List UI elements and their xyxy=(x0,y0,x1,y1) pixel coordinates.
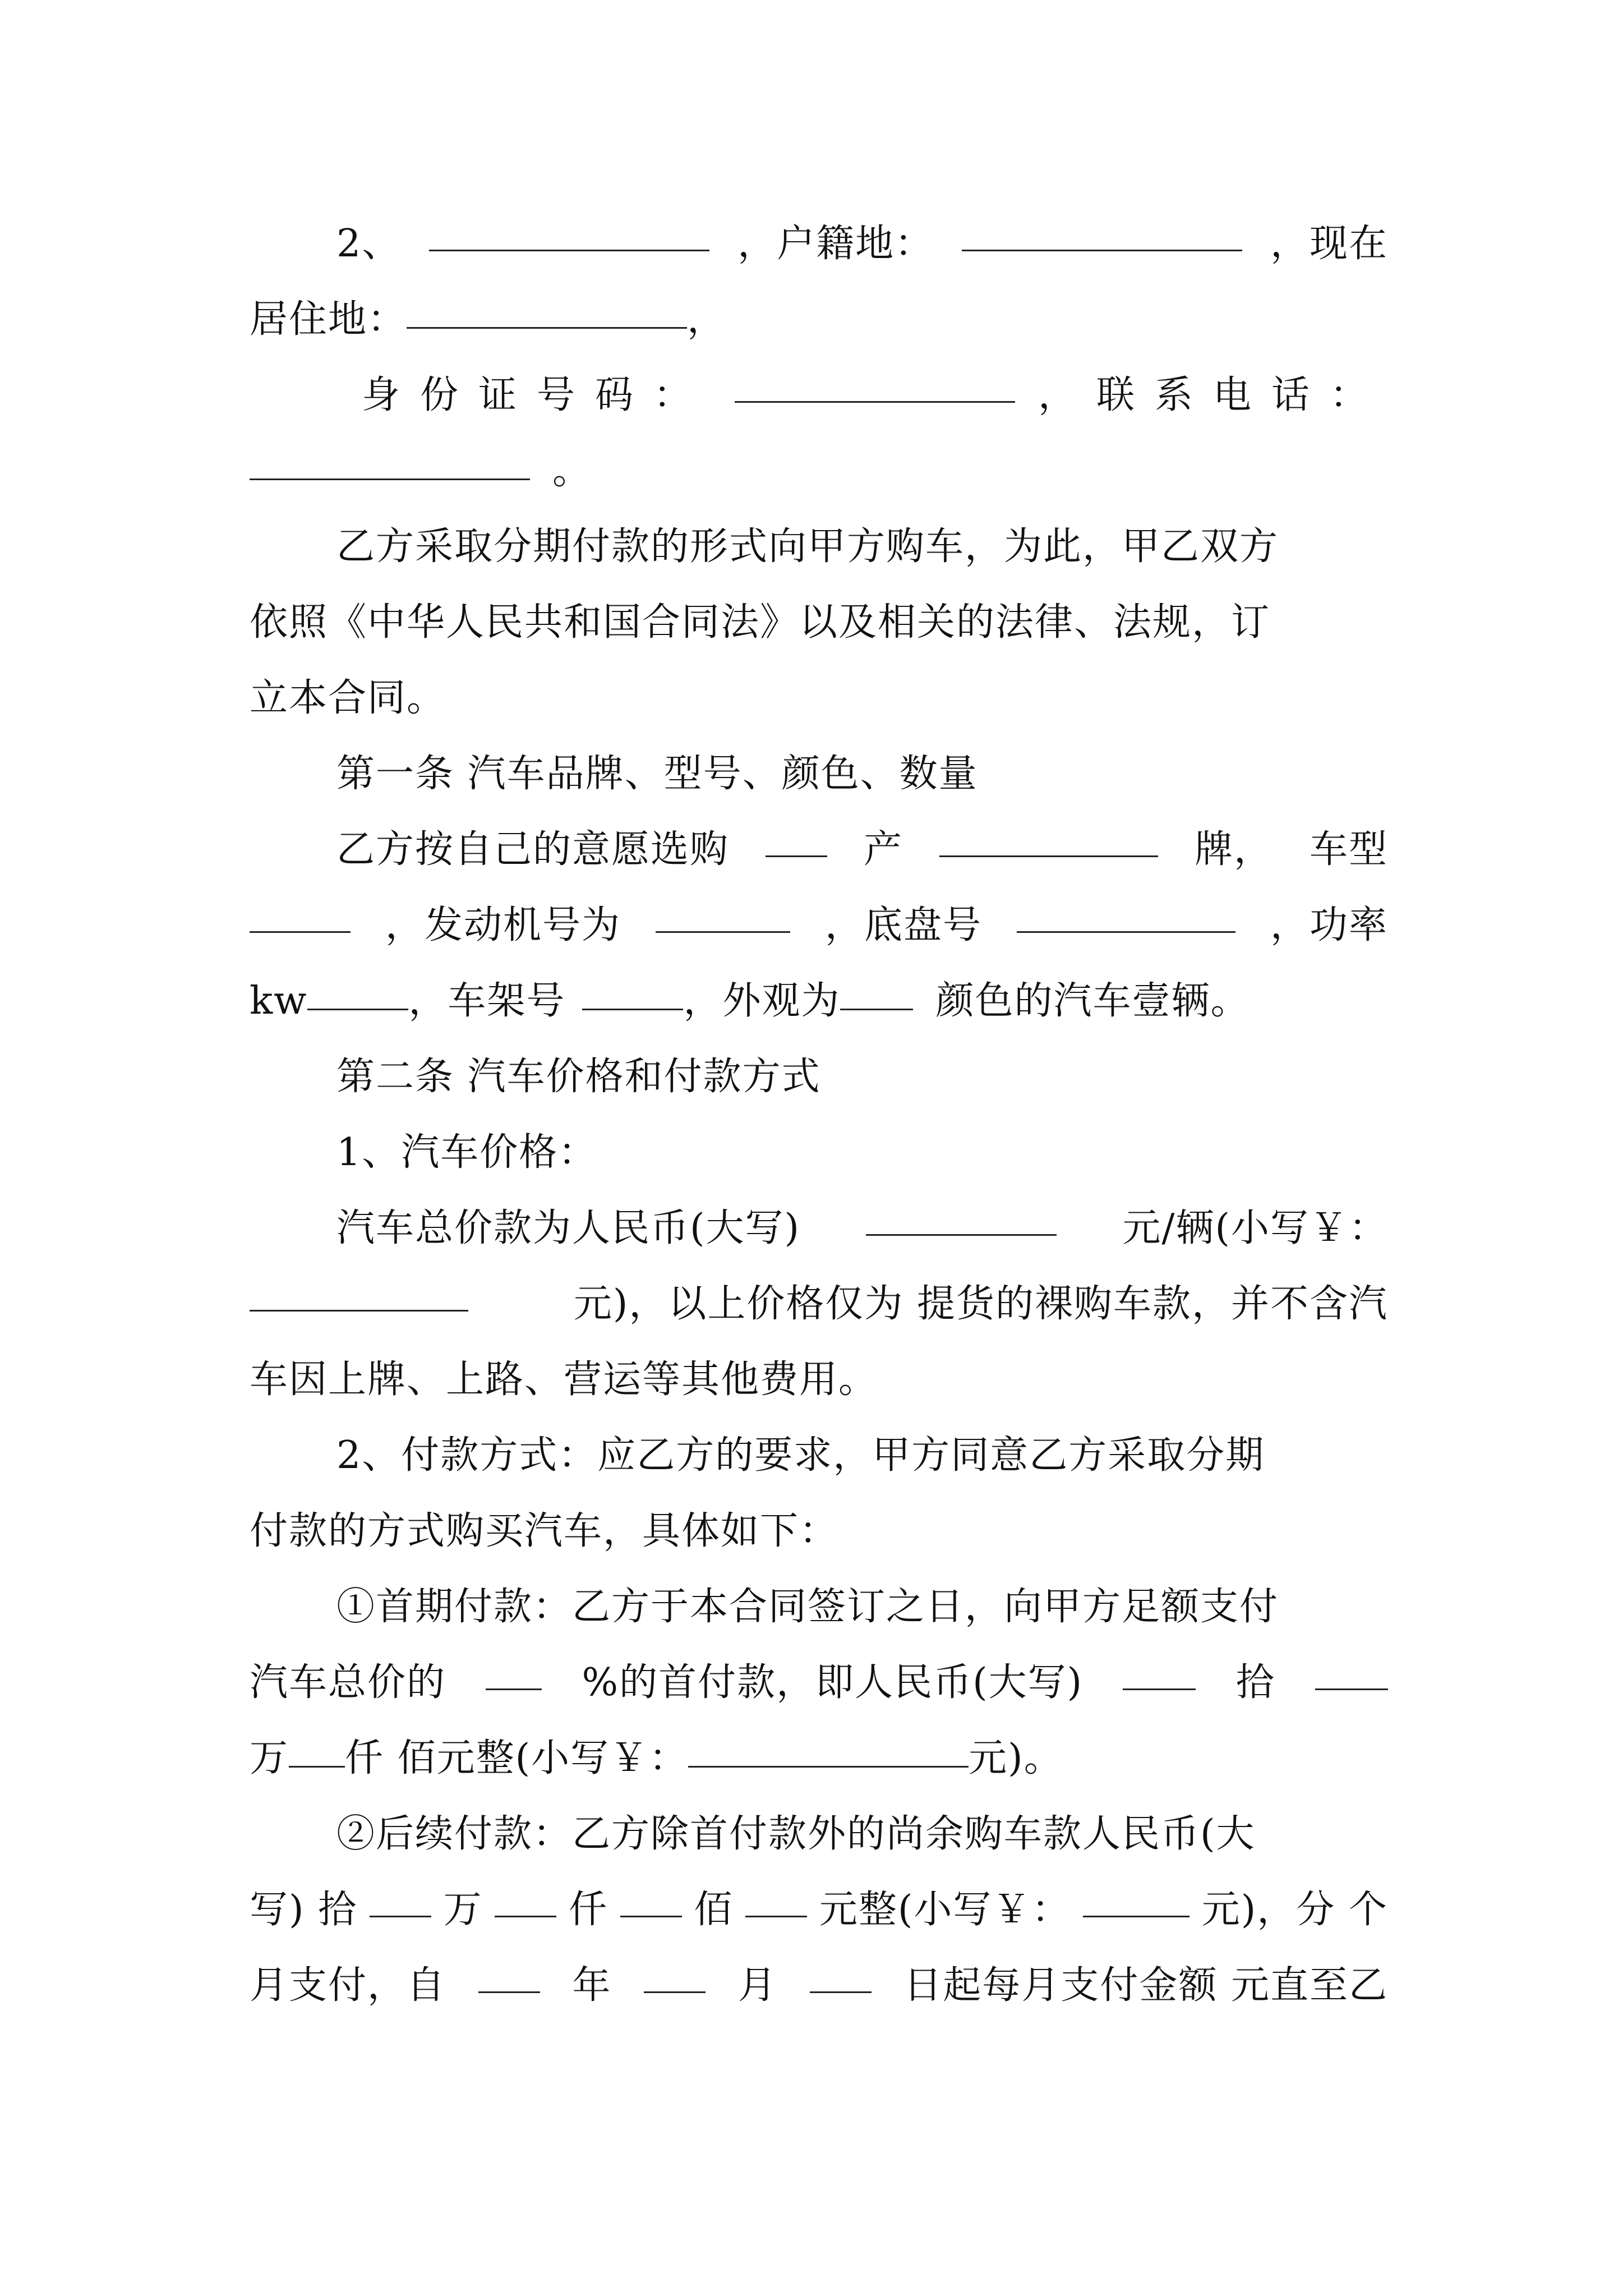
label-price-unit: 元/辆(小写￥： xyxy=(1122,1206,1388,1250)
label-appearance: ，外观为 xyxy=(683,979,841,1023)
label-household-registration: ，户籍地： xyxy=(737,222,934,266)
party-b-line-1 xyxy=(336,210,1388,278)
blank-remaining-thousand xyxy=(495,1903,556,1917)
car-price-line-2 xyxy=(250,1271,1388,1338)
label-remaining-qian: 仟 xyxy=(568,1888,608,1932)
section-car-price-heading: 1、汽车价格： xyxy=(336,1130,598,1175)
blank-residence xyxy=(407,315,687,329)
article-1-line-3 xyxy=(250,968,1388,1035)
blank-total-price-words xyxy=(866,1222,1057,1236)
period: 。 xyxy=(552,449,592,493)
blank-total-price-figures xyxy=(250,1297,468,1312)
down-payment-line-2 xyxy=(250,1649,1388,1717)
article-1-heading: 第一条 汽车品牌、型号、颜色、数量 xyxy=(336,752,978,796)
blank-model xyxy=(250,919,351,933)
label-id-number: 身份证号码： xyxy=(362,373,712,417)
blank-down-payment-amount xyxy=(688,1754,969,1768)
blank-remaining-amount xyxy=(1083,1903,1189,1917)
party-b-line-2 xyxy=(250,286,1388,353)
article-1-line-2 xyxy=(250,892,1388,959)
blank-remaining-hundred xyxy=(620,1903,682,1917)
blank-down-payment-ten-thousand xyxy=(1123,1676,1196,1690)
label-down-payment-figures: 仟 佰元整(小写￥： xyxy=(345,1736,689,1780)
party-b-line-4 xyxy=(250,438,1388,505)
paragraph-intro-line-2: 依照《中华人民共和国合同法》以及相关的法律、法规，订 xyxy=(250,600,1271,645)
blank-phone xyxy=(250,466,530,480)
label-month: 月 xyxy=(737,1963,777,2008)
payment-method-line-2: 付款的方式购买汽车，具体如下： xyxy=(250,1509,839,1553)
blank-id-number xyxy=(735,389,1015,403)
label-total-price-of: 汽车总价的 xyxy=(250,1660,446,1705)
label-chassis-number: ，底盘号 xyxy=(824,903,982,947)
label-write-ten: 写) 拾 xyxy=(250,1888,358,1932)
label-color: 颜色的汽车壹辆。 xyxy=(935,979,1250,1023)
down-payment-line-1: ①首期付款：乙方于本合同签订之日，向甲方足额支付 xyxy=(336,1585,1279,1629)
label-remaining-bai: 佰 xyxy=(694,1888,734,1932)
label-frame-number: ，车架号 xyxy=(408,979,566,1023)
label-installments: 元)，分 个 xyxy=(1201,1888,1388,1932)
paragraph-intro-line-1: 乙方采取分期付款的形式向甲方购车，为此，甲乙双方 xyxy=(336,524,1279,569)
label-kw: kw xyxy=(250,979,308,1023)
label-power: ，功率 xyxy=(1270,903,1388,947)
label-current: ，现在 xyxy=(1270,222,1388,266)
subsequent-payment-line-1: ②后续付款：乙方除首付款外的尚余购车款人民币(大 xyxy=(336,1812,1256,1856)
car-price-line-1 xyxy=(336,1195,1388,1262)
label-model: 车型 xyxy=(1309,827,1388,872)
payment-method-line-1: 2、付款方式：应乙方的要求，甲方同意乙方采取分期 xyxy=(336,1433,1265,1478)
blank-start-day xyxy=(810,1979,872,1993)
label-select: 乙方按自己的意愿选购 xyxy=(336,827,730,872)
item-number: 2、 xyxy=(336,222,402,266)
paragraph-intro-line-3: 立本合同。 xyxy=(250,676,446,720)
blank-brand xyxy=(939,843,1158,857)
blank-remaining-yuan xyxy=(745,1903,807,1917)
label-monthly-from: 月支付，自 xyxy=(250,1963,446,2008)
blank-down-payment-thousand xyxy=(289,1754,345,1768)
subsequent-payment-line-2 xyxy=(250,1876,1388,1944)
subsequent-payment-line-3 xyxy=(250,1952,1388,2019)
blank-down-payment-ten xyxy=(1315,1676,1388,1690)
label-brand: 牌， xyxy=(1194,827,1273,872)
label-remaining-figures: 元整(小写￥： xyxy=(819,1888,1071,1932)
comma: ， xyxy=(687,297,727,342)
label-residence: 居住地： xyxy=(250,297,407,342)
blank-power xyxy=(307,996,408,1010)
article-2-heading: 第二条 汽车价格和付款方式 xyxy=(336,1055,821,1099)
article-1-line-1 xyxy=(336,816,1388,884)
blank-engine-number xyxy=(656,919,790,933)
blank-frame-number xyxy=(582,996,683,1010)
blank-chassis-number xyxy=(1017,919,1235,933)
down-payment-line-3 xyxy=(250,1725,1388,1792)
label-yuan-end: 元)。 xyxy=(969,1736,1063,1780)
blank-start-year xyxy=(478,1979,540,1993)
blank-down-payment-percent xyxy=(486,1676,542,1690)
blank-start-month xyxy=(644,1979,706,1993)
blank-remaining-ten-thousand xyxy=(370,1903,431,1917)
blank-household-registration xyxy=(962,237,1242,251)
label-origin: 产 xyxy=(863,827,903,872)
label-ten: 拾 xyxy=(1235,1660,1275,1705)
label-down-payment-words: %的首付款，即人民币(大写) xyxy=(582,1660,1083,1705)
blank-color xyxy=(840,996,913,1010)
party-b-line-3 xyxy=(362,362,1388,429)
label-phone: ，联系电话： xyxy=(1038,373,1388,417)
label-engine-number: ，发动机号为 xyxy=(385,903,621,947)
label-monthly-amount: 日起每月支付金额 元直至乙 xyxy=(903,1963,1388,2008)
label-wan: 万 xyxy=(250,1736,289,1780)
label-total-price: 汽车总价款为人民币(大写) xyxy=(336,1206,801,1250)
label-year: 年 xyxy=(572,1963,612,2008)
blank-name xyxy=(429,237,709,251)
label-remaining-wan: 万 xyxy=(443,1888,483,1932)
car-price-line-3: 车因上牌、上路、营运等其他费用。 xyxy=(250,1358,878,1402)
label-price-note: 元)，以上价格仅为 提货的裸购车款，并不含汽 xyxy=(573,1282,1388,1326)
blank-origin xyxy=(766,843,827,857)
